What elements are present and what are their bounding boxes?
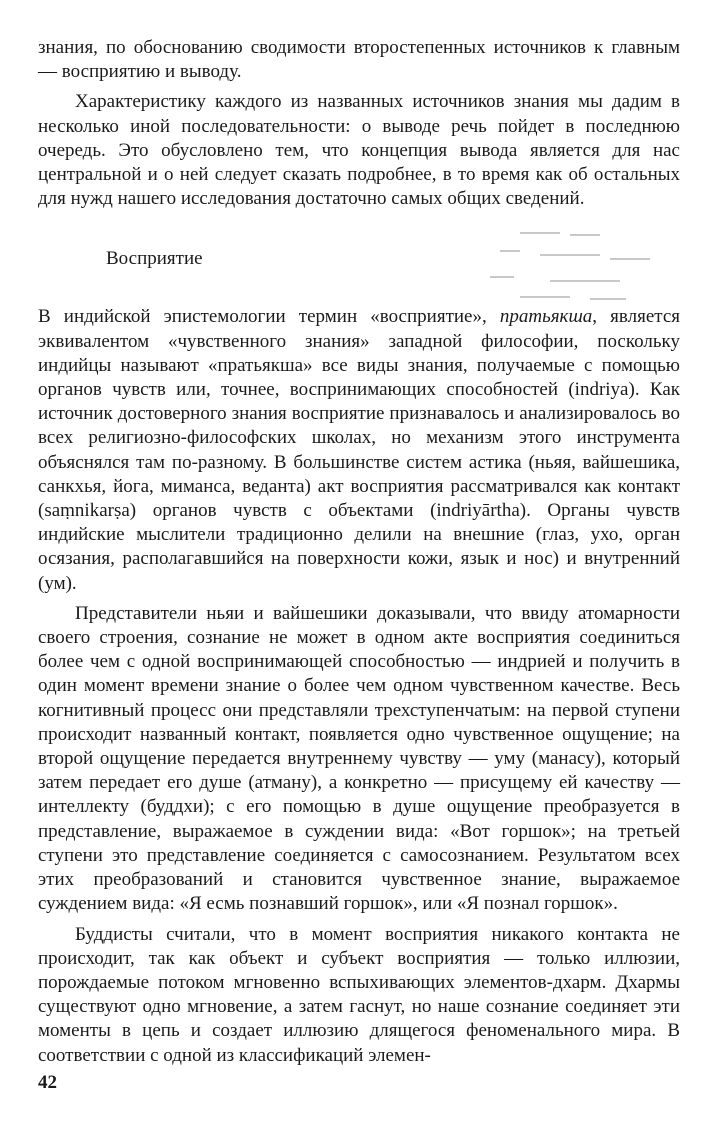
term-pratyaksha: пратьякша — [499, 306, 593, 328]
scan-noise — [400, 228, 680, 308]
page-body — [38, 36, 680, 1068]
paragraph-order-of-sources: Характеристику каждого из названных источников знания мы дадим в несколько иной последовательности: о выводе речь пойдет в последнюю очередь. Это обусловлено тем, что концепция вывода является для нас центральной и о ней следует сказать подробнее, в то время как об остальных для нужд нашего исследования достаточно самых общих сведений. — [38, 91, 680, 210]
section-heading: Восприятие — [106, 248, 203, 270]
paragraph-text-start: В индийской эпистемологии термин «восприятие», — [38, 306, 500, 328]
paragraph-text-rest: , является эквивалентом «чувственного знания» западной философии, поскольку индийцы называют «пратьякша» все виды знания, получаемые с помощью органов чувств или, точнее, воспринимающих способностей (indriya). Как источник достоверного знания восприятие признавалось и анализировалось во всех религиозно-философских школах, но механизм этого инструмента объяснялся там по-разному. В большинстве систем астика (ньяя, вайшешика, санкхья, йога, миманса, веданта) акт восприятия рассматривался как контакт (saṃnikarṣa) органов чувств с объектами (indriyārtha). Органы чувств индийские мыслители традиционно делили на внешние (глаз, ухо, орган осязания, располагавшийся на поверхности кожи, язык и нос) и внутренний (ум). — [38, 306, 680, 594]
paragraph-buddhists: Буддисты считали, что в момент восприятия никакого контакта не происходит, так как объект и субъект восприятия — только иллюзии, порождаемые потоком мгновенно вспыхивающих элементов-дхарм. Дхармы существуют одно мгновение, а затем гаснут, но наше сознание соединяет эти моменты в цепь и создает иллюзию длящегося феноменального мира. В соответствии с одной из классификаций элемен- — [38, 923, 680, 1066]
page-number: 42 — [38, 1072, 57, 1093]
paragraph-nyaya-vaisheshika: Представители ньяи и вайшешики доказывали, что ввиду атомарности своего строения, сознание не может в одном акте восприятия соединиться более чем с одной воспринимающей способностью — индрией и получить в один момент времени знание о более чем одном чувственном качестве. Весь когнитивный процесс они представляли трехступенчатым: на первой ступени происходит названный контакт, появляется одно чувственное ощущение; на второй ощущение передается внутреннему чувству — уму (манасу), который затем передает его душе (атману), а конкретно — присущему ей качеству — интеллекту (буддхи); с его помощью в душе ощущение преобразуется в представление, выражаемое в суждении вида: «Вот горшок»; на третьей ступени это представление соединяется с самосознанием. Результатом всех этих преобразований и становится чувственное знание, выражаемое суждением вида: «Я есмь познавший горшок», или «Я познал горшок». — [38, 602, 680, 915]
paragraph-continuation: знания, по обоснованию сводимости второстепенных источников к главным — восприятию и выводу. — [38, 37, 680, 83]
paragraph-perception-definition — [38, 305, 680, 595]
